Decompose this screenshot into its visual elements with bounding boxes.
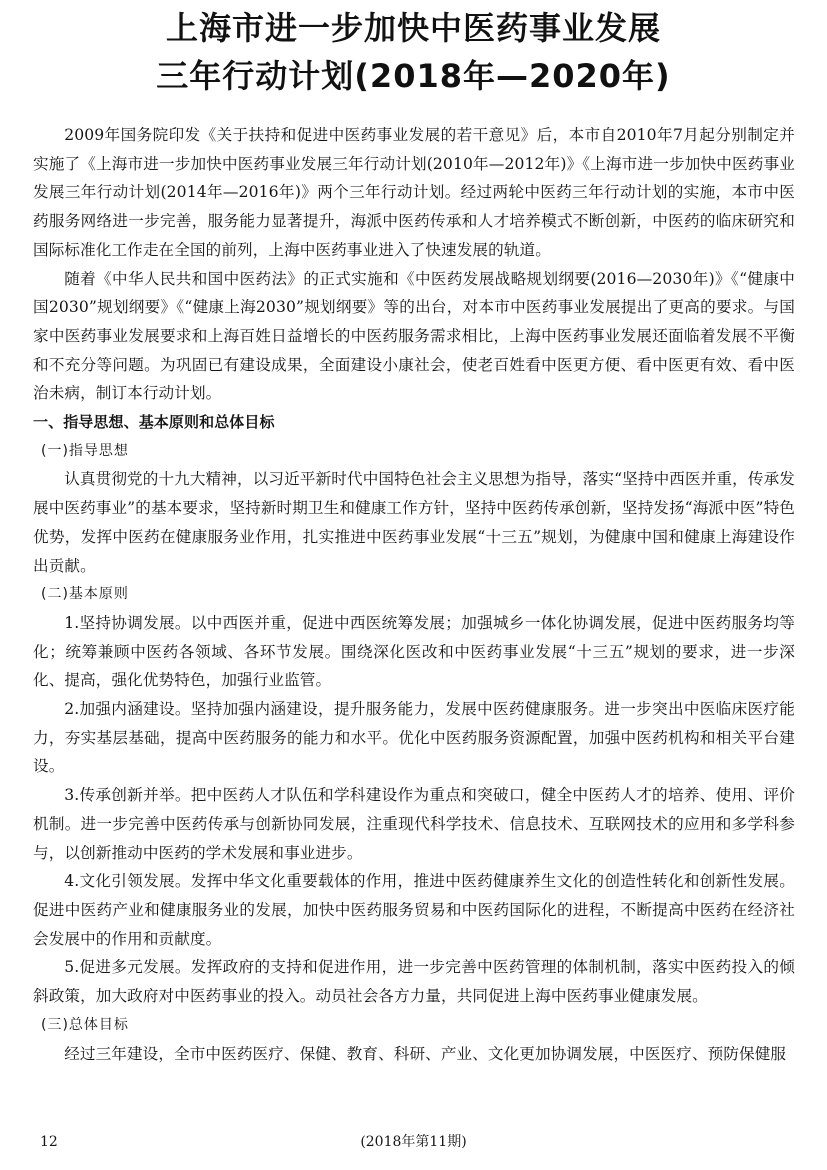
page-number: 12 <box>40 1134 58 1150</box>
subsection-heading-text: (三)总体目标 <box>41 1016 129 1033</box>
subsection-heading-guiding-ideology <box>33 437 795 466</box>
document-title-line1: 上海市进一步加快中医药事业发展 <box>165 9 661 47</box>
principle-item-3: 3.传承创新并举。把中医药人才队伍和学科建设作为重点和突破口，健全中医药人才的培养、使用、评价机制。进一步完善中医药传承与创新协同发展，注重现代科学技术、信息技术、互联网技术的应用和多学科参与，以创新推动中医药的学术发展和事业进步。 <box>33 786 795 862</box>
section-heading: 一、指导思想、基本原则和总体目标 <box>33 413 275 432</box>
guiding-ideology-paragraph: 认真贯彻党的十九大精神，以习近平新时代中国特色社会主义思想为指导，落实“坚持中西医并重，传承发展中医药事业”的基本要求，坚持新时期卫生和健康工作方针，坚持中医药传承创新，坚持发扬“海派中医”特色优势，发挥中医药在健康服务业作用，扎实推进中医药事业发展“十三五”规划，为健康中国和健康上海建设作出贡献。 <box>33 470 795 575</box>
document-body <box>33 121 795 1068</box>
subsection-heading-text: (一)指导思想 <box>41 442 129 459</box>
subsection-heading-overall-goals <box>33 1011 795 1040</box>
intro-paragraph-1: 2009年国务院印发《关于扶持和促进中医药事业发展的若干意见》后，本市自2010年7月起分别制定并实施了《上海市进一步加快中医药事业发展三年行动计划(2010年—2012年)》《上海市进一步加快中医药事业发展三年行动计划(2014年—2016年)》两个三年行动计划。经过两轮中医药三年行动计划的实施，本市中医药服务网络进一步完善，服务能力显著提升，海派中医药传承和人才培养模式不断创新，中医药的临床研究和国际标准化工作走在全国的前列，上海中医药事业进入了快速发展的轨道。 <box>33 126 795 259</box>
subsection-heading-basic-principles <box>33 580 795 609</box>
subsection-heading-text: (二)基本原则 <box>41 586 129 603</box>
principle-item-4: 4.文化引领发展。发挥中华文化重要载体的作用，推进中医药健康养生文化的创造性转化和创新性发展。促进中医药产业和健康服务业的发展，加快中医药服务贸易和中医药国际化的进程，不断提高中医药在经济社会发展中的作用和贡献度。 <box>33 872 795 948</box>
principle-item-2: 2.加强内涵建设。坚持加强内涵建设，提升服务能力，发展中医药健康服务。进一步突出中医临床医疗能力，夯实基层基础，提高中医药服务的能力和水平。优化中医药服务资源配置，加强中医药机构和相关平台建设。 <box>33 700 795 776</box>
intro-paragraph-2: 随着《中华人民共和国中医药法》的正式实施和《中医药发展战略规划纲要(2016—2030年)》《“健康中国2030”规划纲要》《“健康上海2030”规划纲要》等的出台，对本市中医药事业发展提出了更高的要求。与国家中医药事业发展要求和上海百姓日益增长的中医药服务需求相比，上海中医药事业发展还面临着发展不平衡和不充分等问题。为巩固已有建设成果，全面建设小康社会，使老百姓看中医更方便、看中医更有效、看中医治未病，制订本行动计划。 <box>33 269 795 403</box>
document-title-line2: 三年行动计划(2018年—2020年) <box>156 57 671 95</box>
principle-item-5: 5.促进多元发展。发挥政府的支持和促进作用，进一步完善中医药管理的体制机制，落实中医药投入的倾斜政策，加大政府对中医药事业的投入。动员社会各方力量，共同促进上海中医药事业健康发展。 <box>33 958 795 1006</box>
issue-label: (2018年第11期) <box>360 1134 467 1150</box>
overall-goals-paragraph: 经过三年建设，全市中医药医疗、保健、教育、科研、产业、文化更加协调发展，中医医疗、预防保健服 <box>64 1044 787 1063</box>
principle-item-1: 1.坚持协调发展。以中西医并重，促进中西医统筹发展；加强城乡一体化协调发展，促进中医药服务均等化；统筹兼顾中医药各领域、各环节发展。围绕深化医改和中医药事业发展“十三五”规划的要求，进一步深化、提高，强化优势特色，加强行业监管。 <box>33 613 795 690</box>
